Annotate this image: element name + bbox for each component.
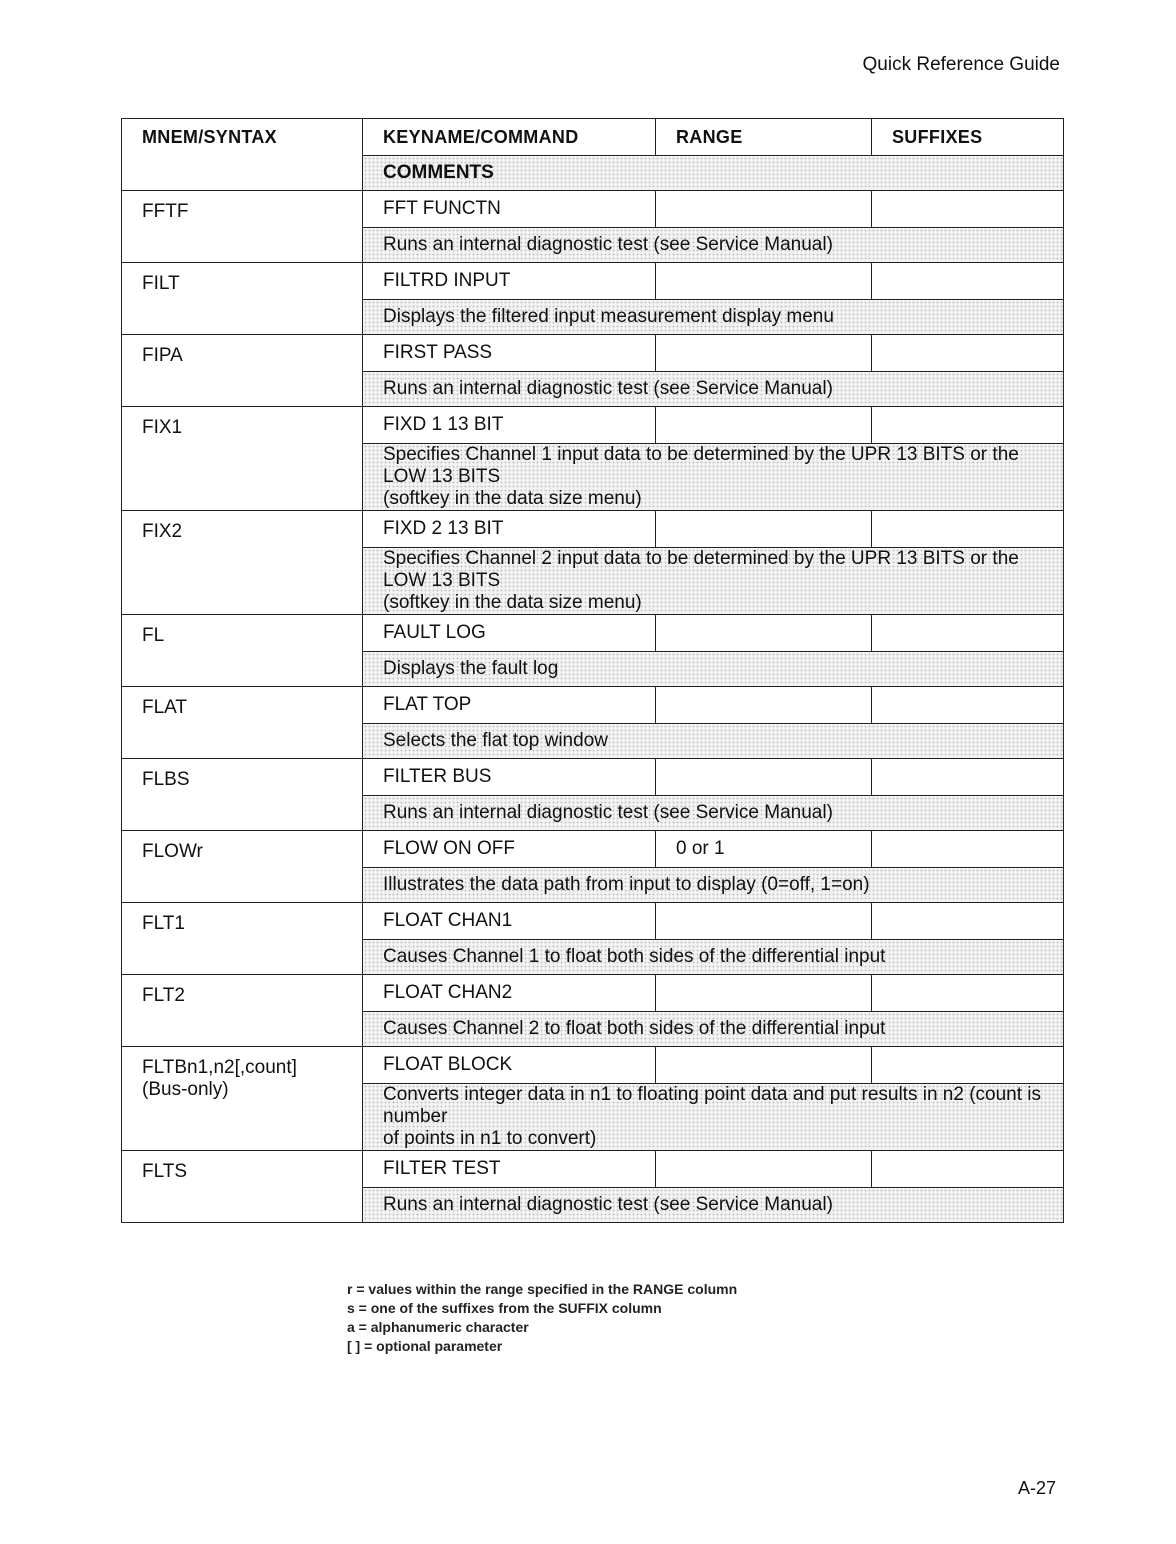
mnemonic-cell xyxy=(122,191,363,263)
keyname-cell: FIXD 1 13 BIT xyxy=(363,407,656,444)
table-row xyxy=(122,1047,1064,1084)
suffixes-cell xyxy=(872,903,1064,940)
range-cell xyxy=(656,407,872,444)
table-row xyxy=(122,263,1064,300)
legend-item: a = alphanumeric character xyxy=(347,1319,529,1335)
suffixes-cell xyxy=(872,335,1064,372)
suffixes-cell xyxy=(872,407,1064,444)
table-row xyxy=(122,831,1064,868)
suffixes-cell xyxy=(872,687,1064,724)
comment-cell: Runs an internal diagnostic test (see Service Manual) xyxy=(363,372,1064,407)
mnemonic-cell xyxy=(122,1151,363,1223)
keyname-cell: FLAT TOP xyxy=(363,687,656,724)
mnemonic: FIPA xyxy=(142,345,183,366)
mnemonic: FL xyxy=(142,625,165,646)
keyname-cell: FILTER BUS xyxy=(363,759,656,796)
keyname-cell: FIXD 2 13 BIT xyxy=(363,511,656,548)
mnemonic-cell xyxy=(122,335,363,407)
table-row xyxy=(122,975,1064,1012)
mnemonic-cell xyxy=(122,831,363,903)
range-cell xyxy=(656,615,872,652)
mnemonic: FLTBn1,n2[,count] xyxy=(142,1057,297,1078)
mnemonic-cell xyxy=(122,903,363,975)
range-cell xyxy=(656,263,872,300)
mnemonic-note: (Bus-only) xyxy=(142,1079,229,1100)
comment-cell xyxy=(363,444,1064,511)
mnemonic-cell xyxy=(122,615,363,687)
comment-line: (softkey in the data size menu) xyxy=(383,592,642,613)
comment-cell: Runs an internal diagnostic test (see Service Manual) xyxy=(363,228,1064,263)
range-cell xyxy=(656,687,872,724)
comment-cell: Displays the filtered input measurement display menu xyxy=(363,300,1064,335)
column-header-mnem: MNEM/SYNTAX xyxy=(122,119,363,191)
column-header-range: RANGE xyxy=(656,119,872,156)
table-row xyxy=(122,687,1064,724)
table-header-row xyxy=(122,119,1064,156)
mnemonic: FILT xyxy=(142,273,180,294)
column-header-keyname: KEYNAME/COMMAND xyxy=(363,119,656,156)
mnemonic: FIX2 xyxy=(142,521,183,542)
comment-line: (softkey in the data size menu) xyxy=(383,488,642,509)
mnemonic: FLOWr xyxy=(142,841,203,862)
comment-cell: Causes Channel 1 to float both sides of the differential input xyxy=(363,940,1064,975)
mnemonic: FFTF xyxy=(142,201,189,222)
comment-cell xyxy=(363,548,1064,615)
keyname-cell: FLOAT BLOCK xyxy=(363,1047,656,1084)
table-row xyxy=(122,759,1064,796)
mnemonic-cell xyxy=(122,511,363,615)
table-row xyxy=(122,615,1064,652)
table-row xyxy=(122,335,1064,372)
keyname-cell: FLOAT CHAN2 xyxy=(363,975,656,1012)
legend-item: s = one of the suffixes from the SUFFIX column xyxy=(347,1300,662,1316)
comment-cell xyxy=(363,1084,1064,1151)
suffixes-cell xyxy=(872,191,1064,228)
suffixes-cell xyxy=(872,831,1064,868)
range-cell xyxy=(656,511,872,548)
keyname-cell: FAULT LOG xyxy=(363,615,656,652)
keyname-cell: FLOAT CHAN1 xyxy=(363,903,656,940)
range-cell xyxy=(656,335,872,372)
legend-item: r = values within the range specified in the RANGE column xyxy=(347,1281,738,1297)
suffixes-cell xyxy=(872,263,1064,300)
comment-line: Specifies Channel 1 input data to be determined by the UPR 13 BITS or the LOW 13 BITS xyxy=(383,444,1019,487)
comment-line: Converts integer data in n1 to floating point data and put results in n2 (count is number xyxy=(383,1084,1042,1127)
suffixes-cell xyxy=(872,615,1064,652)
column-header-comments: COMMENTS xyxy=(363,156,1064,191)
suffixes-cell xyxy=(872,1151,1064,1188)
symbol-legend xyxy=(347,1280,737,1356)
mnemonic-cell xyxy=(122,263,363,335)
range-cell xyxy=(656,759,872,796)
range-cell xyxy=(656,1151,872,1188)
mnemonic: FLAT xyxy=(142,697,188,718)
suffixes-cell xyxy=(872,759,1064,796)
keyname-cell: FILTRD INPUT xyxy=(363,263,656,300)
comment-cell: Displays the fault log xyxy=(363,652,1064,687)
quick-reference-table xyxy=(121,118,1064,1223)
keyname-cell: FLOW ON OFF xyxy=(363,831,656,868)
table-row xyxy=(122,903,1064,940)
mnemonic-cell xyxy=(122,975,363,1047)
comment-line: of points in n1 to convert) xyxy=(383,1128,597,1149)
range-cell xyxy=(656,975,872,1012)
comment-cell: Causes Channel 2 to float both sides of the differential input xyxy=(363,1012,1064,1047)
table-row xyxy=(122,511,1064,548)
table-row xyxy=(122,1151,1064,1188)
comment-cell: Runs an internal diagnostic test (see Service Manual) xyxy=(363,796,1064,831)
keyname-cell: FIRST PASS xyxy=(363,335,656,372)
table-row xyxy=(122,407,1064,444)
mnemonic: FLTS xyxy=(142,1161,188,1182)
keyname-cell: FFT FUNCTN xyxy=(363,191,656,228)
page-header-title: Quick Reference Guide xyxy=(862,54,1060,75)
suffixes-cell xyxy=(872,975,1064,1012)
comment-cell: Runs an internal diagnostic test (see Service Manual) xyxy=(363,1188,1064,1223)
suffixes-cell xyxy=(872,1047,1064,1084)
range-cell: 0 or 1 xyxy=(656,831,872,868)
legend-item: [ ] = optional parameter xyxy=(347,1338,503,1354)
mnemonic: FLT2 xyxy=(142,985,185,1006)
comment-cell: Illustrates the data path from input to display (0=off, 1=on) xyxy=(363,868,1064,903)
page-number: A-27 xyxy=(1017,1478,1056,1498)
keyname-cell: FILTER TEST xyxy=(363,1151,656,1188)
range-cell xyxy=(656,191,872,228)
comment-line: Specifies Channel 2 input data to be determined by the UPR 13 BITS or the LOW 13 BITS xyxy=(383,548,1019,591)
mnemonic: FLT1 xyxy=(142,913,185,934)
mnemonic-cell xyxy=(122,759,363,831)
mnemonic: FLBS xyxy=(142,769,190,790)
mnemonic-cell xyxy=(122,687,363,759)
range-cell xyxy=(656,1047,872,1084)
mnemonic: FIX1 xyxy=(142,417,183,438)
table-row xyxy=(122,191,1064,228)
mnemonic-cell xyxy=(122,1047,363,1151)
comment-cell: Selects the flat top window xyxy=(363,724,1064,759)
column-header-suffixes: SUFFIXES xyxy=(872,119,1064,156)
mnemonic-cell xyxy=(122,407,363,511)
suffixes-cell xyxy=(872,511,1064,548)
range-cell xyxy=(656,903,872,940)
